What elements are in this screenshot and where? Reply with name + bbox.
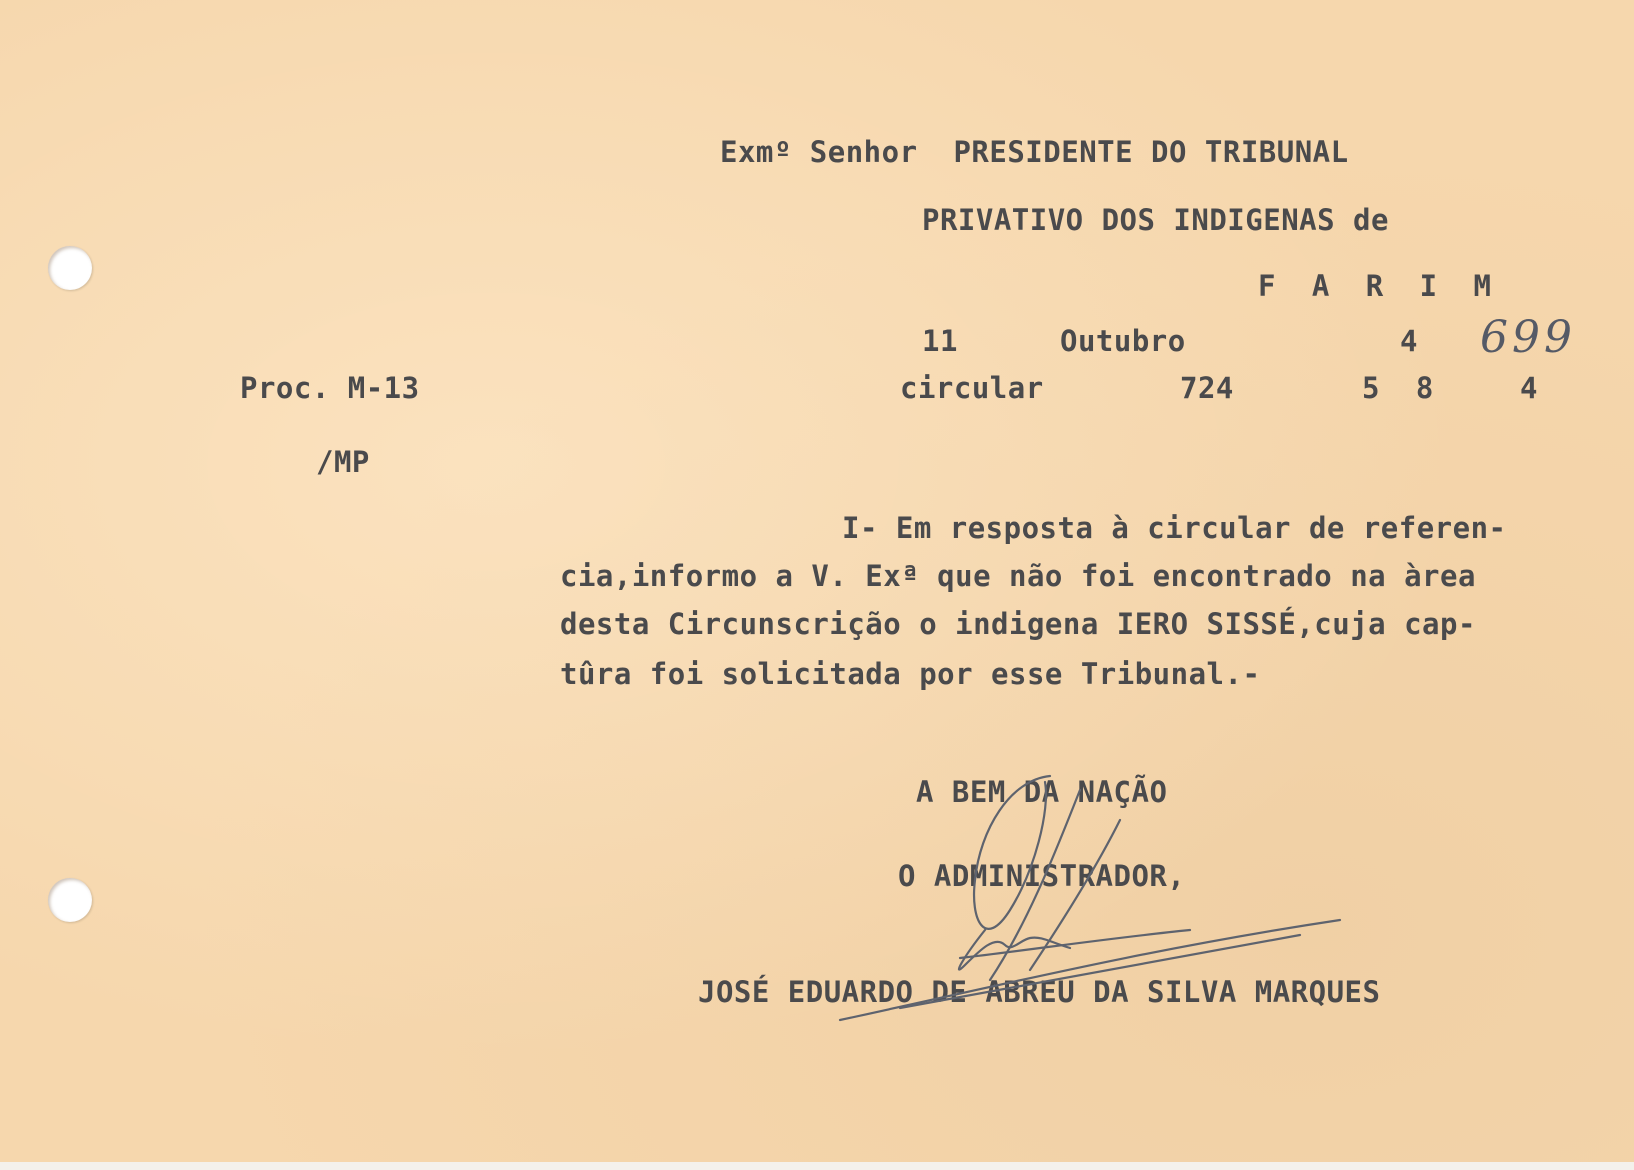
typist-initials: /MP bbox=[316, 445, 370, 479]
body-line-4: tûra foi solicitada por esse Tribunal.- bbox=[560, 657, 1261, 691]
body-line-2: cia,informo a V. Exª que não foi encontrado na àrea bbox=[560, 559, 1476, 593]
proc-reference: Proc. M-13 bbox=[240, 371, 420, 405]
address-line-1: Exmº Senhor PRESIDENTE DO TRIBUNAL bbox=[720, 135, 1349, 169]
reference-month: Outubro bbox=[1060, 324, 1186, 358]
reference-number: 724 bbox=[1180, 371, 1234, 405]
body-line-1: I- Em resposta à circular de referen- bbox=[842, 511, 1507, 545]
reference-num1: 4 bbox=[1400, 324, 1418, 358]
handwritten-signature bbox=[780, 770, 1380, 1030]
page-bottom-edge bbox=[0, 1162, 1634, 1170]
address-line-2: PRIVATIVO DOS INDIGENAS de bbox=[922, 203, 1389, 237]
handwritten-number: 699 bbox=[1480, 312, 1576, 363]
closing-role: O ADMINISTRADOR, bbox=[898, 859, 1186, 893]
reference-code-last: 4 bbox=[1520, 371, 1538, 405]
closing-name: JOSÉ EDUARDO DE ABREU DA SILVA MARQUES bbox=[698, 975, 1381, 1009]
address-line-3: F A R I M bbox=[1258, 269, 1492, 303]
body-line-3: desta Circunscrição o indigena IERO SISSÉ,cuja cap- bbox=[560, 607, 1476, 641]
reference-codes: 5 8 bbox=[1362, 371, 1434, 405]
closing-salutation: A BEM DA NAÇÃO bbox=[916, 775, 1168, 809]
punch-hole-bottom bbox=[48, 878, 92, 922]
reference-day: 11 bbox=[922, 324, 958, 358]
punch-hole-top bbox=[48, 246, 92, 290]
reference-type: circular bbox=[900, 371, 1044, 405]
